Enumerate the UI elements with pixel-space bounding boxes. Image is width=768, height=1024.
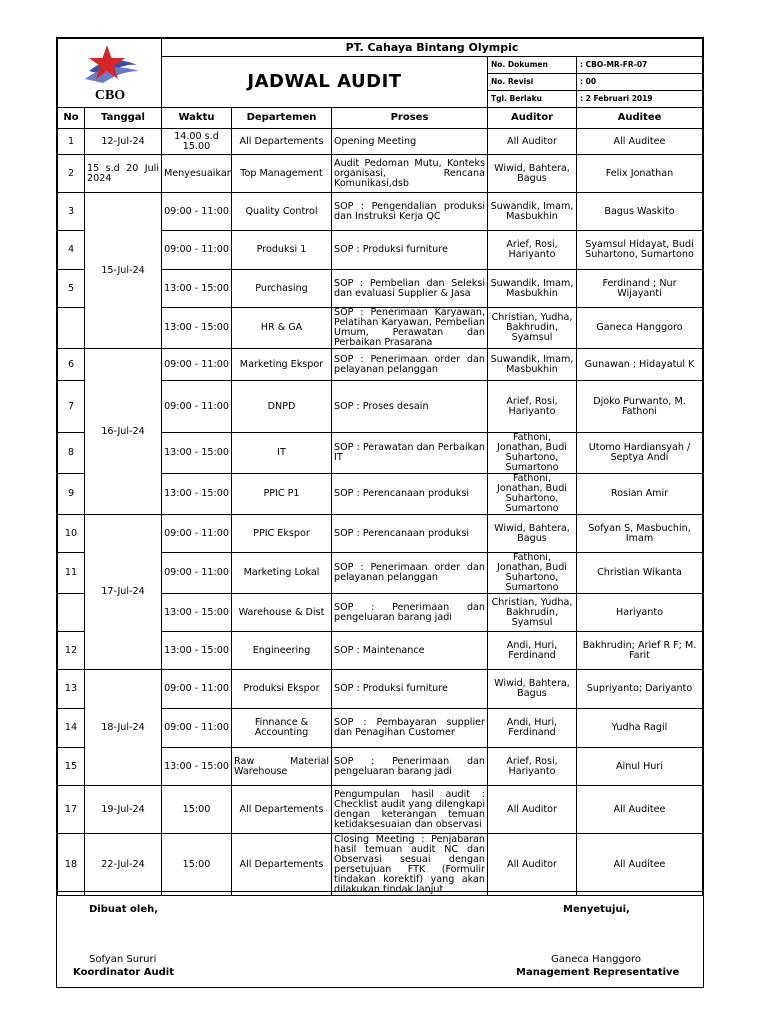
row-no: 11	[58, 553, 85, 594]
row-auditee: Ganeca Hanggoro	[577, 308, 703, 349]
row-time: 13:00 - 15:00	[162, 270, 232, 308]
row-department: Produksi Ekspor	[232, 670, 332, 709]
row-department: Produksi 1	[232, 231, 332, 270]
row-auditor: Christian, Yudha, Bakhrudin, Syamsul	[488, 308, 577, 349]
row-process: SOP : Penerimaan dan pengeluaran barang jadi	[332, 594, 488, 632]
row-auditee: Felix Jonathan	[577, 155, 703, 193]
row-time: 15:00	[162, 834, 232, 896]
row-process: SOP : Pengendalian produksi dan Instruksi Kerja QC	[332, 193, 488, 231]
row-department: Finnance & Accounting	[232, 709, 332, 748]
row-time: 13:00 - 15:00	[162, 594, 232, 632]
signature-block	[57, 891, 703, 988]
row-date: 19-Jul-24	[85, 786, 162, 834]
company-name: PT. Cahaya Bintang Olympic	[162, 39, 703, 57]
row-no: 1	[58, 129, 85, 155]
row-auditee: Bagus Waskito	[577, 193, 703, 231]
company-logo	[58, 39, 162, 108]
row-time: 13:00 - 15:00	[162, 748, 232, 786]
row-time: 09:00 - 11:00	[162, 231, 232, 270]
row-department: Marketing Lokal	[232, 553, 332, 594]
row-date: 15-Jul-24	[85, 193, 162, 349]
row-time: 14.00 s.d 15.00	[162, 129, 232, 155]
row-process: SOP : Perencanaan produksi	[332, 474, 488, 515]
row-process: SOP : Proses desain	[332, 381, 488, 433]
row-process: Pengumpulan hasil audit : Checklist audit yang dilengkapi dengan keterangan temuan ketidaksesuaian dan observasi	[332, 786, 488, 834]
row-auditee: All Auditee	[577, 834, 703, 896]
col-header-proses: Proses	[332, 108, 488, 129]
row-process: Closing Meeting : Penjabaran hasil temuan audit NC dan Observasi sesuai dengan persetujuan FTK (Formulir tindakan korektif) yang akan dilakukan tindak lanjut	[332, 834, 488, 896]
row-process: SOP : Produksi furniture	[332, 231, 488, 270]
row-auditee: Yudha Ragil	[577, 709, 703, 748]
row-department: PPIC P1	[232, 474, 332, 515]
prepared-by-name: Sofyan Sururi	[89, 954, 157, 965]
row-time: 13:00 - 15:00	[162, 474, 232, 515]
row-auditor: Wiwid, Bahtera, Bagus	[488, 515, 577, 553]
document-header	[57, 38, 703, 108]
row-process: SOP : Produksi furniture	[332, 670, 488, 709]
row-auditor: Andi, Huri, Ferdinand	[488, 709, 577, 748]
doc-number-label: No. Dokumen	[488, 57, 577, 74]
row-time: Menyesuaikan	[162, 155, 232, 193]
row-auditee: Gunawan ; Hidayatul K	[577, 349, 703, 381]
row-time: 09:00 - 11:00	[162, 553, 232, 594]
row-date: 17-Jul-24	[85, 515, 162, 670]
row-auditee: All Auditee	[577, 129, 703, 155]
row-time: 13:00 - 15:00	[162, 308, 232, 349]
row-no: 3	[58, 193, 85, 231]
row-process: Audit Pedoman Mutu, Konteks organisasi, Rencana Komunikasi,dsb	[332, 155, 488, 193]
col-header-waktu: Waktu	[162, 108, 232, 129]
row-process: SOP : Penerimaan Karyawan, Pelatihan Karyawan, Pembelian Umum, Perawatan dan Perbaikan Prasarana	[332, 308, 488, 349]
row-no: 17	[58, 786, 85, 834]
row-department: Purchasing	[232, 270, 332, 308]
row-no: 9	[58, 474, 85, 515]
row-auditee: Ferdinand ; Nur Wijayanti	[577, 270, 703, 308]
row-department: All Departements	[232, 129, 332, 155]
row-no: 6	[58, 349, 85, 381]
approved-by-name: Ganeca Hanggoro	[551, 954, 641, 965]
approved-by-role: Management Representative	[516, 967, 680, 978]
row-no: 14	[58, 709, 85, 748]
table-row	[58, 193, 703, 231]
row-auditee: Utomo Hardiansyah / Septya Andi	[577, 433, 703, 474]
row-auditor: Fathoni, Jonathan, Budi Suhartono, Sumartono	[488, 474, 577, 515]
row-auditee: Rosian Amir	[577, 474, 703, 515]
row-no: 4	[58, 231, 85, 270]
row-no: 2	[58, 155, 85, 193]
row-auditee: Ainul Huri	[577, 748, 703, 786]
row-auditor: Christian, Yudha, Bakhrudin, Syamsul	[488, 594, 577, 632]
approved-by-caption: Menyetujui,	[563, 904, 630, 915]
row-date: 18-Jul-24	[85, 670, 162, 786]
row-time: 09:00 - 11:00	[162, 349, 232, 381]
revision-value: : 00	[577, 74, 703, 91]
row-process: SOP : Maintenance	[332, 632, 488, 670]
prepared-by-caption: Dibuat oleh,	[89, 904, 159, 915]
row-auditor: Fathoni, Jonathan, Budi Suhartono, Sumartono	[488, 553, 577, 594]
row-auditor: Wiwid, Bahtera, Bagus	[488, 670, 577, 709]
row-auditor: Arief, Rosi, Hariyanto	[488, 748, 577, 786]
row-time: 15:00	[162, 786, 232, 834]
effective-date-label: Tgl. Berlaku	[488, 91, 577, 108]
table-row	[58, 155, 703, 193]
row-department: PPIC Ekspor	[232, 515, 332, 553]
row-auditor: Wiwid, Bahtera, Bagus	[488, 155, 577, 193]
row-process: SOP : Perencanaan produksi	[332, 515, 488, 553]
row-process: SOP : Perawatan dan Perbaikan IT	[332, 433, 488, 474]
row-time: 09:00 - 11:00	[162, 515, 232, 553]
row-time: 09:00 - 11:00	[162, 670, 232, 709]
row-auditee: Bakhrudin; Arief R F; M. Farit	[577, 632, 703, 670]
row-no	[58, 594, 85, 632]
row-auditee: All Auditee	[577, 786, 703, 834]
row-process: Opening Meeting	[332, 129, 488, 155]
doc-number-value: : CBO-MR-FR-07	[577, 57, 703, 74]
row-department: HR & GA	[232, 308, 332, 349]
row-no: 12	[58, 632, 85, 670]
row-auditee: Hariyanto	[577, 594, 703, 632]
row-time: 13:00 - 15:00	[162, 632, 232, 670]
row-time: 09:00 - 11:00	[162, 193, 232, 231]
row-department: Engineering	[232, 632, 332, 670]
table-row	[58, 515, 703, 553]
row-process: SOP : Pembelian dan Seleksi dan evaluasi Supplier & Jasa	[332, 270, 488, 308]
row-auditor: Fathoni, Jonathan, Budi Suhartono, Sumartono	[488, 433, 577, 474]
row-time: 13:00 - 15:00	[162, 433, 232, 474]
table-body	[58, 129, 703, 896]
row-auditee: Christian Wikanta	[577, 553, 703, 594]
row-process: SOP : Pembayaran supplier dan Penagihan Customer	[332, 709, 488, 748]
row-no: 10	[58, 515, 85, 553]
col-header-tanggal: Tanggal	[85, 108, 162, 129]
audit-schedule-sheet	[56, 37, 704, 988]
row-auditor: Suwandik, Imam, Masbukhin	[488, 193, 577, 231]
row-department: All Departements	[232, 834, 332, 896]
col-header-departemen: Departemen	[232, 108, 332, 129]
row-department: Quality Control	[232, 193, 332, 231]
row-auditee: Supriyanto; Dariyanto	[577, 670, 703, 709]
row-auditor: All Auditor	[488, 786, 577, 834]
row-auditor: Arief, Rosi, Hariyanto	[488, 231, 577, 270]
row-no	[58, 308, 85, 349]
effective-date-value: : 2 Februari 2019	[577, 91, 703, 108]
row-department: Warehouse & Dist	[232, 594, 332, 632]
row-no: 18	[58, 834, 85, 896]
row-auditor: All Auditor	[488, 834, 577, 896]
table-header-row	[58, 108, 703, 129]
star-logo-icon	[75, 41, 145, 103]
col-header-auditor: Auditor	[488, 108, 577, 129]
document-title: JADWAL AUDIT	[162, 57, 488, 108]
row-department: Top Management	[232, 155, 332, 193]
row-auditor: Andi, Huri, Ferdinand	[488, 632, 577, 670]
table-row	[58, 349, 703, 381]
row-department: IT	[232, 433, 332, 474]
row-date: 12-Jul-24	[85, 129, 162, 155]
row-no: 5	[58, 270, 85, 308]
row-auditor: Suwandik, Imam, Masbukhin	[488, 270, 577, 308]
audit-table	[57, 107, 703, 896]
col-header-no: No	[58, 108, 85, 129]
row-auditor: Arief, Rosi, Hariyanto	[488, 381, 577, 433]
row-no: 7	[58, 381, 85, 433]
row-process: SOP : Penerimaan dan pengeluaran barang jadi	[332, 748, 488, 786]
row-time: 09:00 - 11:00	[162, 709, 232, 748]
row-department: All Departements	[232, 786, 332, 834]
row-no: 15	[58, 748, 85, 786]
col-header-auditee: Auditee	[577, 108, 703, 129]
row-department: Raw Material Warehouse	[232, 748, 332, 786]
revision-label: No. Revisi	[488, 74, 577, 91]
logo-text: CBO	[94, 87, 125, 103]
row-process: SOP : Penerimaan order dan pelayanan pelanggan	[332, 349, 488, 381]
row-auditee: Djoko Purwanto, M. Fathoni	[577, 381, 703, 433]
row-auditor: All Auditor	[488, 129, 577, 155]
table-row	[58, 834, 703, 896]
prepared-by-role: Koordinator Audit	[73, 967, 174, 978]
row-no: 13	[58, 670, 85, 709]
table-row	[58, 786, 703, 834]
row-auditor: Suwandik, Imam, Masbukhin	[488, 349, 577, 381]
row-department: DNPD	[232, 381, 332, 433]
row-auditee: Syamsul Hidayat, Budi Suhartono, Sumartono	[577, 231, 703, 270]
table-row	[58, 670, 703, 709]
row-date: 22-Jul-24	[85, 834, 162, 896]
row-no: 8	[58, 433, 85, 474]
row-department: Marketing Ekspor	[232, 349, 332, 381]
row-auditee: Sofyan S, Masbuchin, Imam	[577, 515, 703, 553]
table-row	[58, 129, 703, 155]
row-time: 09:00 - 11:00	[162, 381, 232, 433]
row-process: SOP : Penerimaan order dan pelayanan pelanggan	[332, 553, 488, 594]
row-date: 16-Jul-24	[85, 349, 162, 515]
row-date: 15 s.d 20 Juli 2024	[85, 155, 162, 193]
